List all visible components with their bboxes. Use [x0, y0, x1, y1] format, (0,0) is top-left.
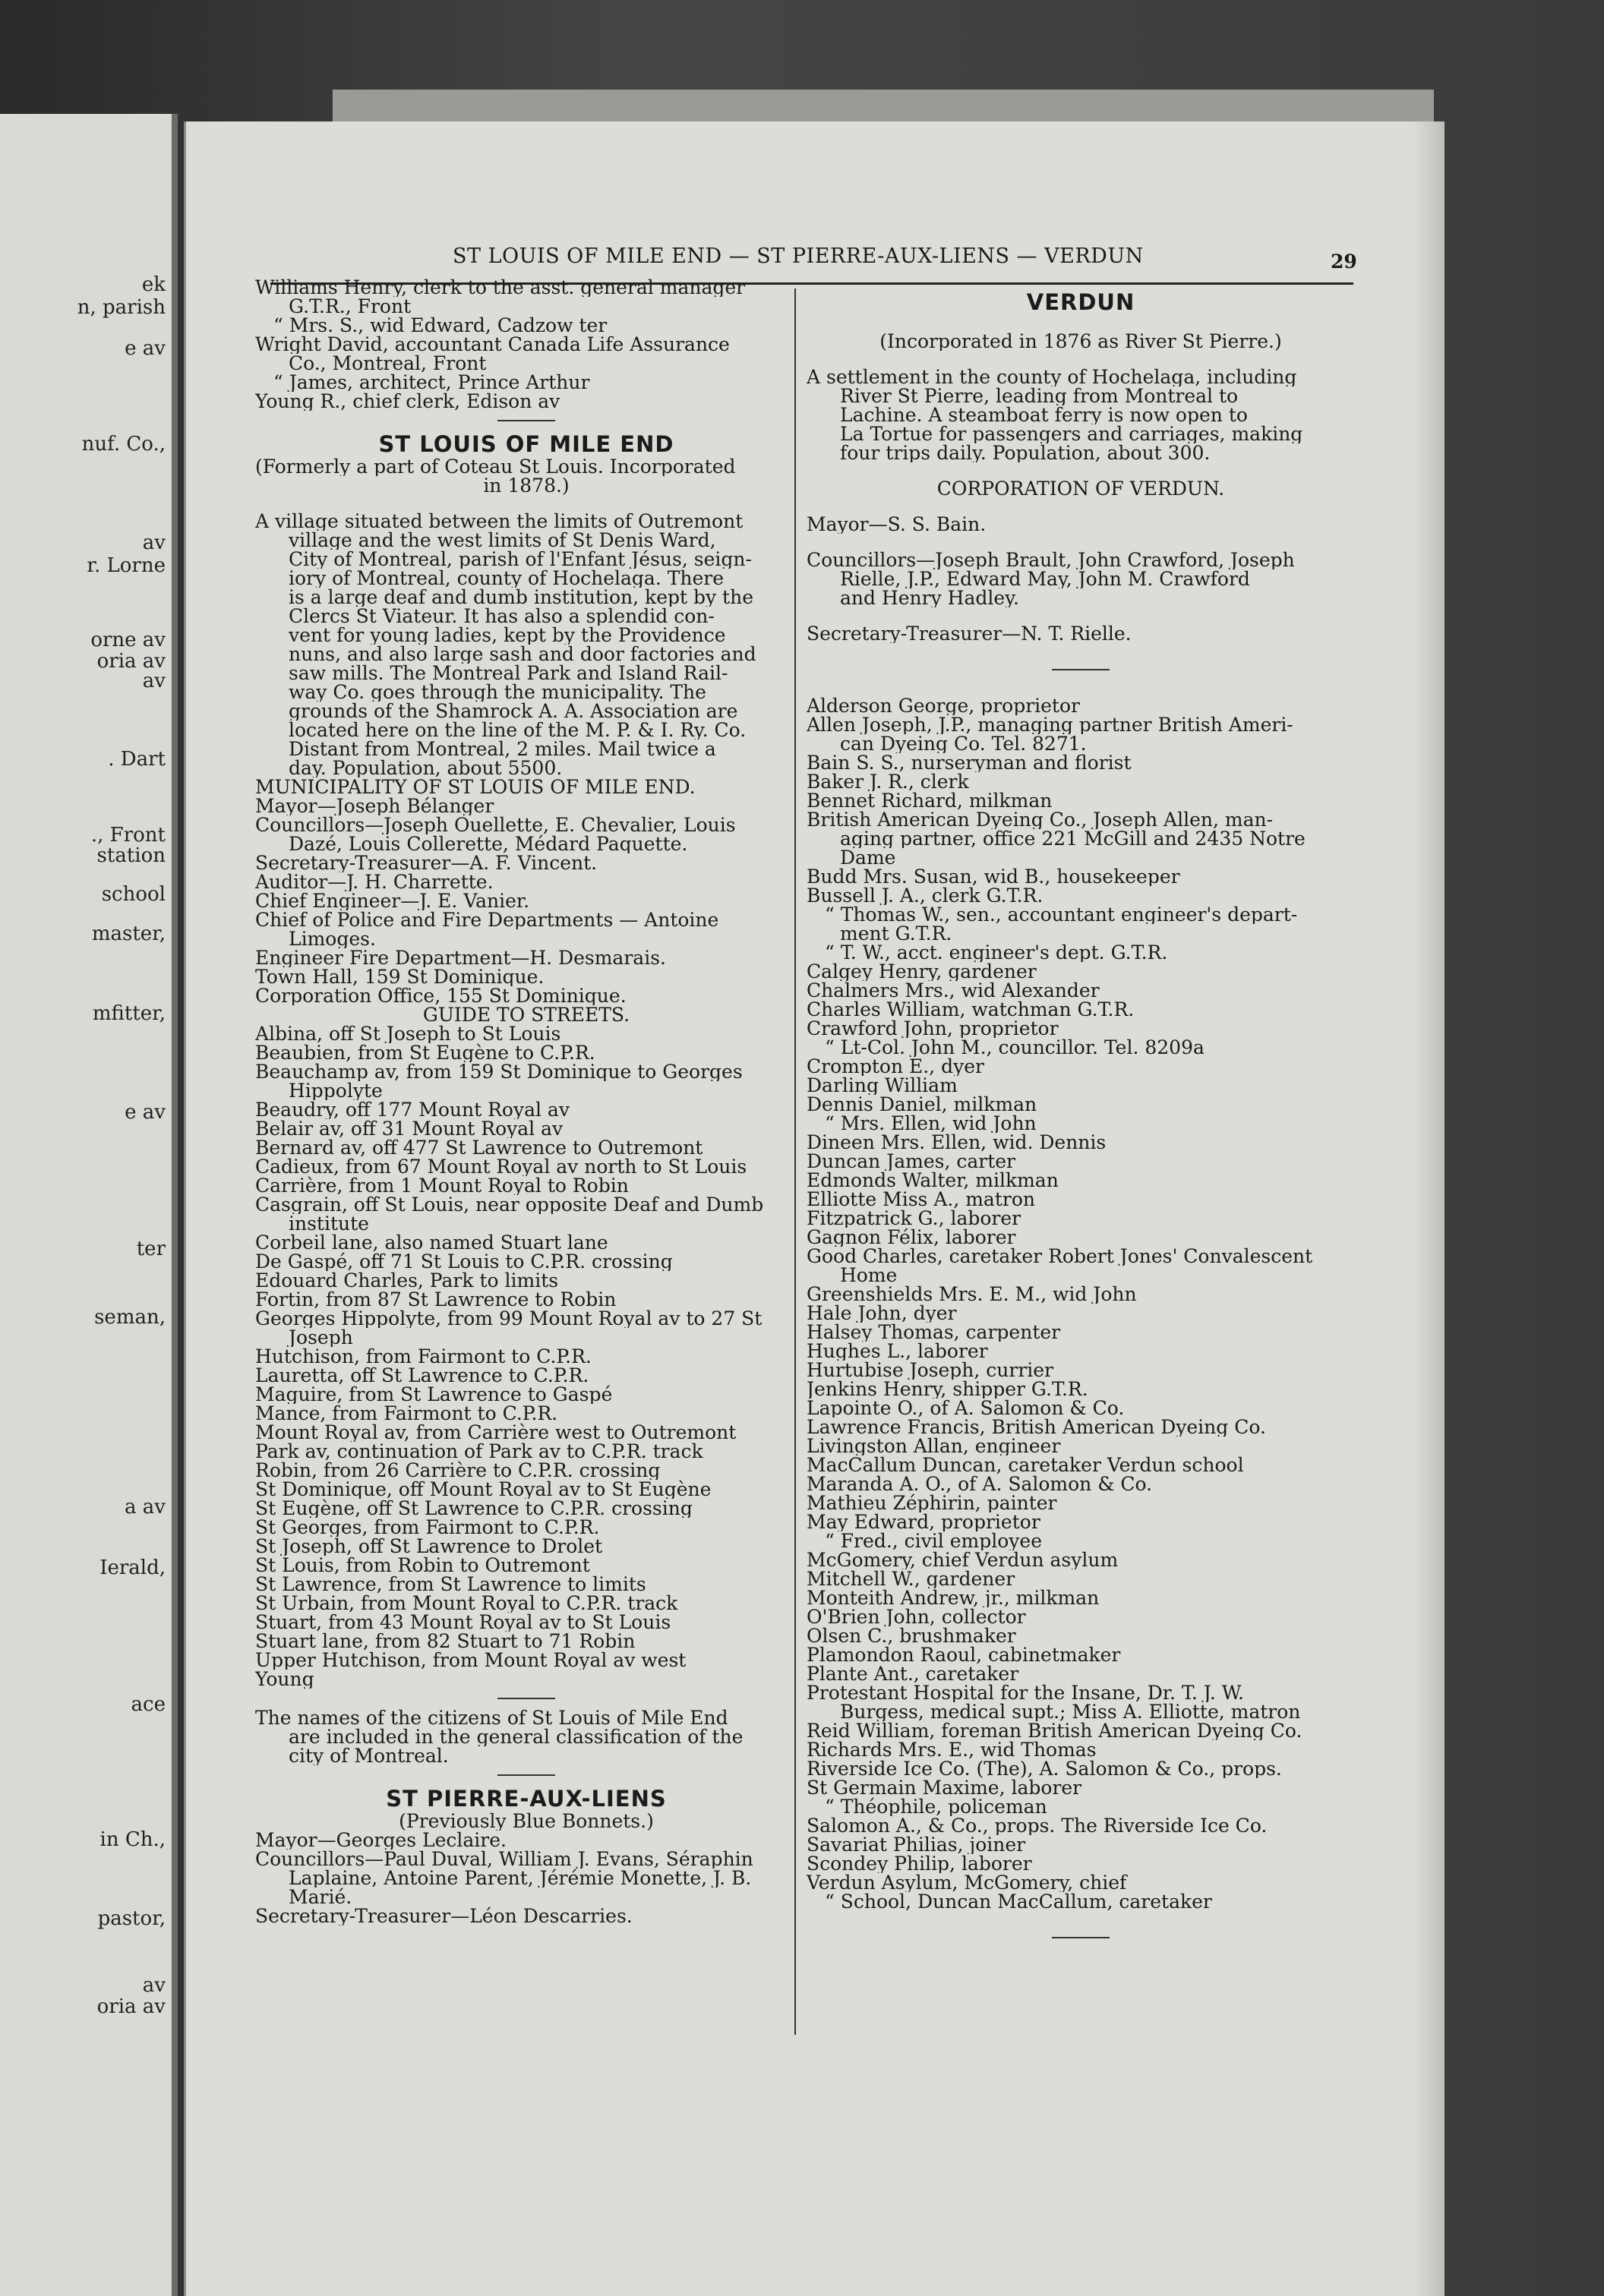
text-line: village and the west limits of St Denis Ward, — [289, 531, 716, 550]
facing-page-text: ter — [136, 1238, 166, 1260]
text-line: Limoges. — [289, 929, 376, 948]
text-line: Dineen Mrs. Ellen, wid. Dennis — [807, 1133, 1107, 1152]
spacer — [807, 351, 1355, 367]
text-line: Dennis Daniel, milkman — [807, 1095, 1037, 1114]
text-line: Lauretta, off St Lawrence to C.P.R. — [255, 1366, 589, 1385]
text-line: Councillors—Joseph Brault, John Crawford, Joseph — [807, 550, 1295, 569]
text-line: Stuart lane, from 82 Stuart to 71 Robin — [255, 1632, 636, 1651]
text-line: McGomery, chief Verdun asylum — [807, 1550, 1119, 1569]
text-line: The names of the citizens of St Louis of Mile End — [255, 1708, 728, 1727]
text-line: Olsen C., brushmaker — [807, 1626, 1016, 1645]
text-line: Reid William, foreman British American Dyeing Co. — [807, 1721, 1302, 1740]
text-line: (Formerly a part of Coteau St Louis. Incorporated — [255, 457, 736, 476]
facing-page-text: av — [142, 1974, 166, 1997]
text-line: Laplaine, Antoine Parent, Jérémie Monette, J. B. — [289, 1869, 752, 1888]
text-line: CORPORATION OF VERDUN. — [936, 479, 1225, 498]
text-line: Marié. — [289, 1888, 352, 1906]
text-line: St Germain Maxime, laborer — [807, 1778, 1082, 1797]
text-line: city of Montreal. — [289, 1746, 449, 1765]
text-line: St Dominique, off Mount Royal av to St Eugène — [255, 1480, 712, 1499]
text-line: Verdun Asylum, McGomery, chief — [807, 1873, 1127, 1892]
right-column — [807, 289, 1355, 1948]
text-line: Williams Henry, clerk to the asst. general manager — [255, 278, 746, 297]
section-rule — [807, 660, 1355, 680]
text-line: Stuart, from 43 Mount Royal av to St Louis — [255, 1613, 671, 1632]
text-line: Distant from Montreal, 2 miles. Mail twice a — [289, 740, 716, 758]
text-line: “ Thomas W., sen., accountant engineer's depart- — [825, 905, 1298, 924]
text-line: Corbeil lane, also named Stuart lane — [255, 1233, 608, 1252]
text-line: Chief of Police and Fire Departments — Antoine — [255, 910, 719, 929]
text-line: four trips daily. Population, about 300. — [840, 443, 1211, 462]
text-line: Allen Joseph, J.P., managing partner British Ameri- — [807, 715, 1293, 734]
text-line: Calgey Henry, gardener — [807, 962, 1037, 981]
text-line: GUIDE TO STREETS. — [422, 1005, 630, 1024]
text-line: Hughes L., laborer — [807, 1342, 988, 1361]
text-line: are included in the general classification of the — [289, 1727, 744, 1746]
text-line: Town Hall, 159 St Dominique. — [255, 967, 545, 986]
text-line: Councillors—Paul Duval, William J. Evans, Séraphin — [255, 1850, 753, 1869]
facing-page-text: oria av — [96, 1995, 166, 2018]
text-line: De Gaspé, off 71 St Louis to C.P.R. crossing — [255, 1252, 673, 1271]
text-line: Maguire, from St Lawrence to Gaspé — [255, 1385, 613, 1404]
section-heading: VERDUN — [1026, 289, 1135, 315]
text-line: “ Mrs. Ellen, wid John — [825, 1114, 1037, 1133]
text-line: Hurtubise Joseph, currier — [807, 1361, 1054, 1380]
text-line: “ School, Duncan MacCallum, caretaker — [825, 1892, 1212, 1911]
facing-page-text: ace — [131, 1693, 166, 1716]
spacer — [255, 495, 797, 512]
spacer — [807, 643, 1355, 660]
text-line: day. Population, about 5500. — [289, 758, 563, 777]
text-line: aging partner, office 221 McGill and 2435 Notre — [840, 829, 1306, 848]
text-line: Chalmers Mrs., wid Alexander — [807, 981, 1100, 1000]
text-line: Upper Hutchison, from Mount Royal av west — [255, 1651, 687, 1670]
facing-page-text: e av — [125, 337, 166, 360]
facing-page-text: school — [101, 883, 166, 906]
text-line: Fortin, from 87 St Lawrence to Robin — [255, 1290, 617, 1309]
facing-page-text: n, parish — [77, 296, 166, 319]
text-line: Crompton E., dyer — [807, 1057, 984, 1076]
text-line: Mance, from Fairmont to C.P.R. — [255, 1404, 558, 1423]
facing-page-fragment — [0, 114, 178, 2296]
text-line: Mayor—Georges Leclaire. — [255, 1831, 507, 1850]
text-line: Beaudry, off 177 Mount Royal av — [255, 1100, 570, 1119]
text-line: Hale John, dyer — [807, 1304, 957, 1323]
facing-page-text: ek — [141, 273, 166, 296]
text-line: “ Mrs. S., wid Edward, Cadzow ter — [273, 316, 608, 335]
text-line: Bain S. S., nurseryman and florist — [807, 753, 1132, 772]
facing-page-text: nuf. Co., — [81, 433, 166, 456]
text-line: Good Charles, caretaker Robert Jones' Convalescent — [807, 1247, 1313, 1266]
text-line: Budd Mrs. Susan, wid B., housekeeper — [807, 867, 1180, 886]
text-line: Livingston Allan, engineer — [807, 1437, 1061, 1456]
text-line: “ James, architect, Prince Arthur — [273, 373, 590, 392]
text-line: Bernard av, off 477 St Lawrence to Outremont — [255, 1138, 703, 1157]
text-line: Mitchell W., gardener — [807, 1569, 1015, 1588]
text-line: Lachine. A steamboat ferry is now open to — [840, 405, 1248, 424]
text-line: River St Pierre, leading from Montreal to — [840, 386, 1239, 405]
facing-page-text: orne av — [90, 629, 166, 651]
text-line: Halsey Thomas, carpenter — [807, 1323, 1061, 1342]
left-column — [255, 278, 797, 1925]
text-line: Secretary-Treasurer—Léon Descarries. — [255, 1906, 633, 1925]
text-line: saw mills. The Montreal Park and Island Rail- — [289, 664, 728, 683]
facing-page-text: Ierald, — [99, 1556, 166, 1579]
text-line: Clercs St Viateur. It has also a splendid con- — [289, 607, 715, 626]
section-heading: ST LOUIS OF MILE END — [378, 431, 674, 457]
text-line: Monteith Andrew, jr., milkman — [807, 1588, 1100, 1607]
text-line: Rielle, J.P., Edward May, John M. Crawford — [840, 569, 1250, 588]
text-line: Richards Mrs. E., wid Thomas — [807, 1740, 1097, 1759]
text-line: Co., Montreal, Front — [289, 354, 487, 373]
facing-page-text: av — [142, 531, 166, 554]
text-line: Cadieux, from 67 Mount Royal av north to St Louis — [255, 1157, 747, 1176]
text-line: Edouard Charles, Park to limits — [255, 1271, 559, 1290]
text-line: Bennet Richard, milkman — [807, 791, 1053, 810]
text-line: Jenkins Henry, shipper G.T.R. — [807, 1380, 1088, 1399]
facing-page-text: mfitter, — [92, 1002, 166, 1025]
text-line: St Joseph, off St Lawrence to Drolet — [255, 1537, 603, 1556]
text-line: Engineer Fire Department—H. Desmarais. — [255, 948, 666, 967]
text-line: MUNICIPALITY OF ST LOUIS OF MILE END. — [255, 777, 696, 796]
text-line: St Lawrence, from St Lawrence to limits — [255, 1575, 646, 1594]
section-rule — [255, 411, 797, 430]
section-heading: ST PIERRE-AUX-LIENS — [386, 1786, 667, 1812]
facing-page-text: e av — [125, 1101, 166, 1124]
text-line: vent for young ladies, kept by the Providence — [289, 626, 726, 645]
section-rule — [255, 1765, 797, 1785]
spacer — [807, 680, 1355, 696]
text-line: Chief Engineer—J. E. Vanier. — [255, 891, 530, 910]
section-rule — [807, 1928, 1355, 1948]
text-line: St Urbain, from Mount Royal to C.P.R. track — [255, 1594, 678, 1613]
spacer — [807, 534, 1355, 550]
facing-page-text: ., Front — [90, 824, 166, 847]
text-line: Robin, from 26 Carrière to C.P.R. crossing — [255, 1461, 661, 1480]
text-line: Secretary-Treasurer—A. F. Vincent. — [255, 853, 598, 872]
text-line: Dazé, Louis Collerette, Médard Paquette. — [289, 834, 688, 853]
spacer — [807, 315, 1355, 332]
text-line: Bussell J. A., clerk G.T.R. — [807, 886, 1044, 905]
text-line: Mayor—Joseph Bélanger — [255, 796, 494, 815]
facing-page-text: seman, — [94, 1306, 166, 1329]
spacer — [807, 498, 1355, 515]
text-line: Plante Ant., caretaker — [807, 1664, 1019, 1683]
text-line: Dame — [840, 848, 896, 867]
text-line: Charles William, watchman G.T.R. — [807, 1000, 1135, 1019]
text-line: Councillors—Joseph Ouellette, E. Chevalier, Louis — [255, 815, 736, 834]
spacer — [807, 1911, 1355, 1928]
text-line: St Georges, from Fairmont to C.P.R. — [255, 1518, 600, 1537]
text-line: May Edward, proprietor — [807, 1512, 1040, 1531]
text-line: Beaubien, from St Eugène to C.P.R. — [255, 1043, 595, 1062]
spacer — [807, 462, 1355, 479]
text-line: Riverside Ice Co. (The), A. Salomon & Co., props. — [807, 1759, 1282, 1778]
facing-page-text: in Ch., — [99, 1828, 166, 1851]
text-line: Fitzpatrick G., laborer — [807, 1209, 1021, 1228]
text-line: “ T. W., acct. engineer's dept. G.T.R. — [825, 943, 1168, 962]
text-line: Greenshields Mrs. E. M., wid John — [807, 1285, 1137, 1304]
text-line: Salomon A., & Co., props. The Riverside Ice Co. — [807, 1816, 1268, 1835]
text-line: and Henry Hadley. — [840, 588, 1019, 607]
text-line: Mount Royal av, from Carrière west to Outremont — [255, 1423, 737, 1442]
facing-page-text: . Dart — [108, 748, 166, 771]
text-line: MacCallum Duncan, caretaker Verdun school — [807, 1456, 1244, 1474]
text-line: Gagnon Félix, laborer — [807, 1228, 1016, 1247]
text-line: Belair av, off 31 Mount Royal av — [255, 1119, 564, 1138]
text-line: “ Lt-Col. John M., councillor. Tel. 8209a — [825, 1038, 1205, 1057]
text-line: Young R., chief clerk, Edison av — [255, 392, 560, 411]
text-line: Burgess, medical supt.; Miss A. Elliotte, matron — [840, 1702, 1301, 1721]
text-line: La Tortue for passengers and carriages, making — [840, 424, 1303, 443]
text-line: Hutchison, from Fairmont to C.P.R. — [255, 1347, 592, 1366]
facing-page-text: master, — [91, 922, 166, 945]
text-line: Edmonds Walter, milkman — [807, 1171, 1059, 1190]
text-line: Auditor—J. H. Charrette. — [255, 872, 494, 891]
facing-page-text: av — [142, 670, 166, 692]
facing-page-text: oria av — [96, 650, 166, 673]
text-line: A village situated between the limits of Outremont — [255, 512, 744, 531]
spacer — [807, 607, 1355, 624]
text-line: Plamondon Raoul, cabinetmaker — [807, 1645, 1121, 1664]
section-rule — [255, 1689, 797, 1708]
text-line: Protestant Hospital for the Insane, Dr. T. J. W. — [807, 1683, 1244, 1702]
text-line: institute — [289, 1214, 369, 1233]
running-head: ST LOUIS OF MILE END — ST PIERRE-AUX-LIENS — VERDUN — [453, 244, 1144, 268]
text-line: Mayor—S. S. Bain. — [807, 515, 987, 534]
text-line: (Previously Blue Bonnets.) — [399, 1812, 654, 1831]
text-line: Duncan James, carter — [807, 1152, 1015, 1171]
text-line: Home — [840, 1266, 898, 1285]
text-line: grounds of the Shamrock A. A. Association are — [289, 702, 738, 721]
text-line: St Louis, from Robin to Outremont — [255, 1556, 590, 1575]
text-line: located here on the line of the M. P. & I. Ry. Co. — [289, 721, 747, 740]
text-line: iory of Montreal, county of Hochelaga. There — [289, 569, 725, 588]
text-line: Casgrain, off St Louis, near opposite Deaf and Dumb — [255, 1195, 764, 1214]
text-line: Savariat Philias, joiner — [807, 1835, 1026, 1854]
text-line: Joseph — [289, 1328, 353, 1347]
text-line: Albina, off St Joseph to St Louis — [255, 1024, 561, 1043]
text-line: is a large deaf and dumb institution, kept by the — [289, 588, 753, 607]
text-line: “ Théophile, policeman — [825, 1797, 1047, 1816]
text-line: in 1878.) — [483, 476, 570, 495]
text-line: St Eugène, off St Lawrence to C.P.R. crossing — [255, 1499, 693, 1518]
text-line: Baker J. R., clerk — [807, 772, 969, 791]
text-line: O'Brien John, collector — [807, 1607, 1026, 1626]
text-line: Wright David, accountant Canada Life Assurance — [255, 335, 730, 354]
text-line: (Incorporated in 1876 as River St Pierre.) — [879, 332, 1282, 351]
text-line: Carrière, from 1 Mount Royal to Robin — [255, 1176, 629, 1195]
text-line: Maranda A. O., of A. Salomon & Co. — [807, 1474, 1153, 1493]
text-line: City of Montreal, parish of l'Enfant Jésus, seign- — [289, 550, 752, 569]
text-line: Mathieu Zéphirin, painter — [807, 1493, 1057, 1512]
text-line: Beauchamp av, from 159 St Dominique to Georges — [255, 1062, 743, 1081]
text-line: Georges Hippolyte, from 99 Mount Royal av to 27 St — [255, 1309, 763, 1328]
text-line: nuns, and also large sash and door factories and — [289, 645, 756, 664]
text-line: British American Dyeing Co., Joseph Allen, man- — [807, 810, 1274, 829]
text-line: Scondey Philip, laborer — [807, 1854, 1032, 1873]
facing-page-text: station — [96, 844, 166, 867]
text-line: Secretary-Treasurer—N. T. Rielle. — [807, 624, 1132, 643]
page-edge-shadow — [1414, 121, 1445, 2296]
text-line: G.T.R., Front — [289, 297, 412, 316]
text-line: Darling William — [807, 1076, 958, 1095]
page-number: 29 — [1331, 251, 1357, 273]
text-line: Alderson George, proprietor — [807, 696, 1080, 715]
text-line: Lapointe O., of A. Salomon & Co. — [807, 1399, 1125, 1418]
text-line: Lawrence Francis, British American Dyeing Co. — [807, 1418, 1266, 1437]
text-line: Elliotte Miss A., matron — [807, 1190, 1035, 1209]
text-line: Hippolyte — [289, 1081, 383, 1100]
facing-page-text: a av — [125, 1496, 166, 1519]
text-line: way Co. goes through the municipality. The — [289, 683, 706, 702]
text-line: “ Fred., civil employee — [825, 1531, 1042, 1550]
facing-page-text: pastor, — [97, 1907, 166, 1930]
facing-page-text: r. Lorne — [87, 554, 166, 577]
text-line: can Dyeing Co. Tel. 8271. — [840, 734, 1087, 753]
text-line: Corporation Office, 155 St Dominique. — [255, 986, 627, 1005]
text-line: Young — [255, 1670, 314, 1689]
text-line: Crawford John, proprietor — [807, 1019, 1059, 1038]
text-line: A settlement in the county of Hochelaga, including — [807, 367, 1297, 386]
text-line: Park av, continuation of Park av to C.P.R. track — [255, 1442, 703, 1461]
text-line: ment G.T.R. — [840, 924, 952, 943]
